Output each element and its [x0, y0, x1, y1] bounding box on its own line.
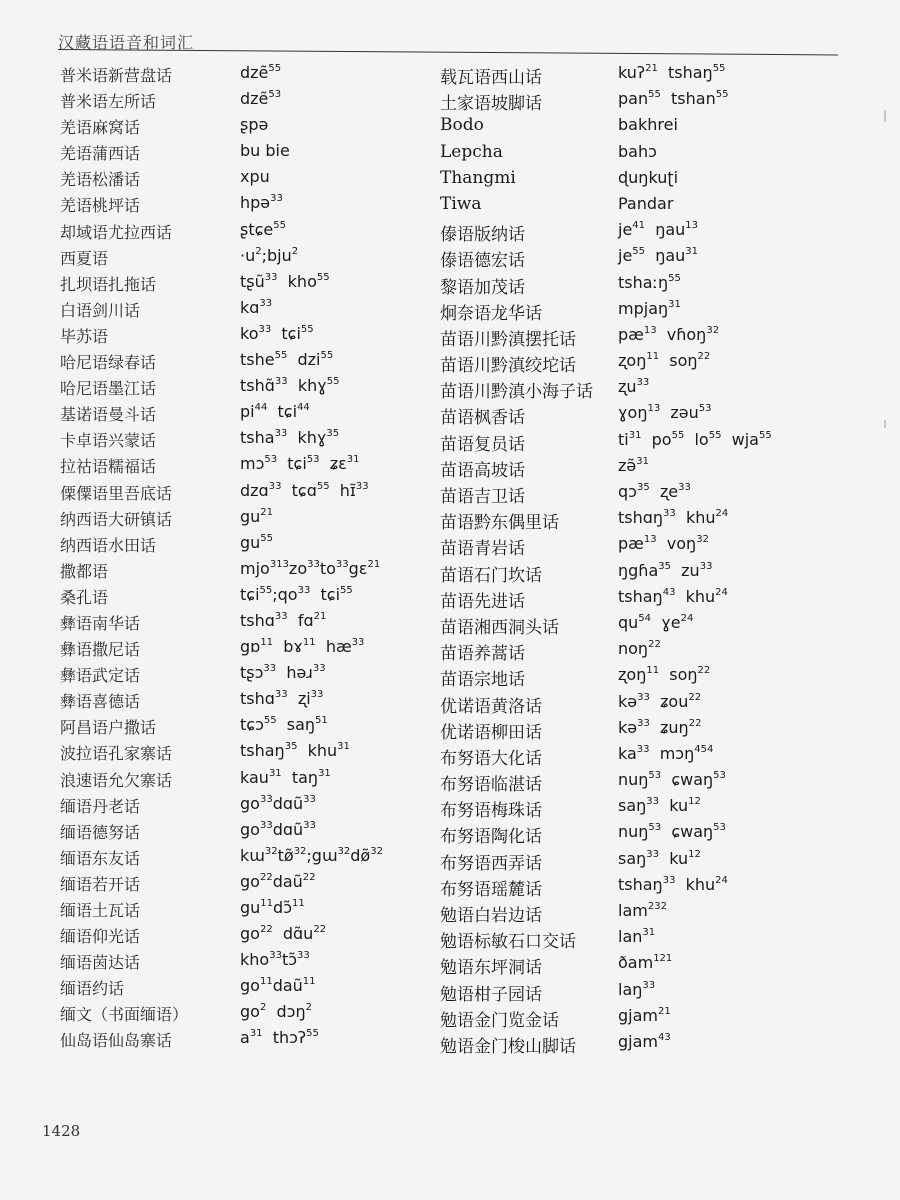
entry-row [60, 872, 440, 898]
margin-mark [884, 110, 886, 122]
phonetic-form: kau$^{31}$ taŋ$^{31}$ [240, 767, 331, 787]
dialect-name: 缅语茵达话 [60, 953, 141, 973]
phonetic-form: qɔ$^{35}$ ʐe$^{33}$ [618, 482, 691, 501]
dialect-name: 普米语新营盘话 [60, 66, 173, 85]
entry-row [440, 665, 840, 691]
phonetic-form: $go^{22}daũ^{22}$ [240, 871, 316, 891]
phonetic-form: gjam$^{21}$ [618, 1005, 671, 1025]
dialect-name: 勉语标敏石口交话 [440, 932, 576, 953]
entry-row [60, 193, 440, 219]
dialect-name: 桑孔语 [60, 587, 109, 607]
phonetic-form: tshɑ̃$^{33}$ khɣ$^{55}$ [240, 376, 340, 396]
dialect-name: 布努语临湛话 [440, 775, 542, 796]
phonetic-form: $je^{55}$ ŋau$^{31}$ [618, 246, 699, 266]
entry-row [60, 324, 440, 350]
entry-row [60, 768, 440, 794]
dialect-name: 彝语武定话 [60, 666, 141, 686]
dialect-name: 勉语金门梭山脚话 [440, 1036, 576, 1057]
entry-row [60, 350, 440, 376]
phonetic-form: gɒ$^{11}$ bɤ$^{11}$ $hæ^{33}$ [240, 637, 365, 657]
phonetic-form: kɑ$^{33}$ [240, 297, 273, 317]
entry-row [60, 559, 440, 585]
dialect-name: 苗语川黔滇绞坨话 [440, 356, 576, 377]
phonetic-form: $go^{11}daũ^{11}$ [240, 976, 316, 996]
dialect-name: 拉祜语糯福话 [60, 457, 157, 477]
phonetic-form: tshɑ$^{33}$ ʐi$^{33}$ [240, 689, 324, 709]
entry-row [60, 428, 440, 454]
phonetic-form: tʂɔ$^{33}$ həɹ$^{33}$ [240, 663, 326, 683]
entry-row [440, 220, 840, 246]
phonetic-form: tshaŋ$^{43}$ khu$^{24}$ [618, 586, 728, 606]
entry-row [440, 430, 840, 456]
entry-row [440, 718, 840, 744]
dialect-name: 苗语吉卫话 [440, 487, 525, 507]
phonetic-form: ʐoŋ$^{11}$ soŋ$^{22}$ [618, 665, 711, 685]
phonetic-form: mɔ$^{53}$ tɕi$^{53}$ ʑɛ$^{31}$ [240, 454, 360, 474]
entry-row [60, 794, 440, 820]
entry-row [60, 481, 440, 507]
entry-row [60, 220, 440, 246]
phonetic-form: tɕɔ$^{55}$ saŋ$^{51}$ [240, 715, 328, 735]
right-column [440, 63, 840, 1058]
phonetic-form: zə̃$^{31}$ [618, 455, 649, 475]
phonetic-form: tsha$^{33}$ khɣ$^{35}$ [240, 428, 340, 448]
dialect-name: 傣语德宏话 [440, 251, 525, 272]
dialect-name: Lepcha [440, 141, 503, 162]
dialect-name: 苗语枫香话 [440, 408, 525, 429]
phonetic-form: kə$^{33}$ ʑuŋ$^{22}$ [618, 717, 702, 737]
dialect-name: 布努语陶化话 [440, 827, 542, 848]
phonetic-form: dzẽ$^{53}$ [240, 89, 282, 109]
dialect-name: 缅语若开话 [60, 874, 141, 894]
entry-row [60, 89, 440, 115]
phonetic-form: ʂpə [240, 115, 269, 135]
dialect-name: 土家语坡脚话 [440, 94, 542, 115]
entry-row [440, 1006, 840, 1032]
phonetic-form: noŋ$^{22}$ [618, 639, 661, 659]
dialect-name: 优诺语黄洛话 [440, 696, 542, 717]
phonetic-form: $gu^{21}$ [240, 506, 274, 526]
entry-row [440, 63, 840, 89]
dialect-name: 炯奈语龙华话 [440, 303, 542, 324]
phonetic-form: tshɑŋ$^{33}$ khu$^{24}$ [618, 508, 729, 528]
entry-row [440, 482, 840, 508]
dialect-name: 苗语高坡话 [440, 460, 525, 481]
phonetic-form: $mjo^{313}zo^{33}to^{33}gɛ^{21}$ [240, 558, 381, 578]
entry-row [60, 741, 440, 767]
entry-row [440, 849, 840, 875]
entry-row [60, 950, 440, 976]
entry-row [440, 927, 840, 953]
entry-row [440, 613, 840, 639]
phonetic-form: pan$^{55}$ tshan$^{55}$ [618, 89, 729, 109]
phonetic-form: ʐoŋ$^{11}$ soŋ$^{22}$ [618, 351, 711, 371]
phonetic-form: $qu^{54}$ ɣe$^{24}$ [618, 612, 694, 632]
dialect-name: 彝语喜德话 [60, 692, 141, 712]
entry-row [60, 585, 440, 611]
entry-row [60, 976, 440, 1002]
entry-row [60, 846, 440, 872]
phonetic-form: ðam$^{121}$ [618, 953, 673, 973]
dialect-name: Bodo [440, 115, 484, 136]
dialect-name: 纳西语水田话 [60, 535, 157, 555]
phonetic-form: lam$^{232}$ [618, 901, 667, 920]
dialect-name: 布努语大化话 [440, 748, 542, 769]
phonetic-form: tshe$^{55}$ dzi$^{55}$ [240, 350, 334, 370]
dialect-name: 苗语宗地话 [440, 670, 525, 691]
entry-row [440, 325, 840, 351]
dialect-name: 勉语柑子园话 [440, 984, 542, 1005]
entry-row [60, 611, 440, 637]
entry-row [440, 639, 840, 665]
phonetic-form: nuŋ$^{53}$ ɕwaŋ$^{53}$ [618, 770, 726, 790]
dialect-name: 彝语撒尼话 [60, 640, 141, 660]
dialect-name: 缅语土瓦话 [60, 901, 141, 920]
dialect-name: 苗语先进话 [440, 591, 525, 612]
dialect-name: 卡卓语兴蒙话 [60, 431, 157, 451]
dialect-name: 苗语湘西洞头话 [440, 617, 559, 638]
entry-row [60, 167, 440, 193]
phonetic-form: $ko^{33}$ tɕi$^{55}$ [240, 323, 314, 343]
entry-row [440, 115, 840, 141]
dialect-name: 载瓦语西山话 [440, 68, 542, 88]
phonetic-form: $\cdot u^2;bju^2$ [240, 245, 299, 265]
phonetic-form: xpu [240, 167, 270, 187]
phonetic-form: $pæ^{13}$ voŋ$^{32}$ [618, 534, 709, 554]
phonetic-form: $go^2$ dɔŋ$^2$ [240, 1002, 312, 1022]
left-column [60, 63, 440, 1055]
dialect-name: 苗语青岩话 [440, 539, 525, 560]
dialect-name: 羌语麻窝话 [60, 118, 141, 138]
phonetic-form: saŋ$^{33}$ $ku^{12}$ [618, 848, 701, 868]
entry-row [440, 901, 840, 927]
dialect-name: 傣语版纳话 [440, 225, 525, 246]
dialect-name: 却域语尤拉西话 [60, 222, 173, 242]
entry-row [440, 796, 840, 822]
dialect-name: 白语剑川话 [60, 300, 141, 320]
entry-row [60, 376, 440, 402]
entry-row [60, 924, 440, 950]
dialect-name: 苗语石门坎话 [440, 565, 542, 586]
entry-row [440, 299, 840, 325]
entry-row [440, 692, 840, 718]
entry-row [60, 507, 440, 533]
phonetic-form: bakhrei [618, 115, 678, 135]
phonetic-form: ʐu$^{33}$ [618, 377, 650, 397]
dialect-name: 勉语东坪洞话 [440, 958, 542, 979]
phonetic-form: tʂũ$^{33}$ kho$^{55}$ [240, 271, 330, 291]
dialect-name: 缅语东友话 [60, 848, 141, 868]
dialect-name: 黎语加茂话 [440, 277, 525, 298]
dialect-name: 缅语仰光话 [60, 927, 141, 947]
entry-row [440, 168, 840, 194]
dialect-name: Tiwa [440, 193, 482, 214]
entry-row [60, 63, 440, 89]
entry-row [60, 298, 440, 324]
entry-row [440, 508, 840, 534]
entry-row [60, 1002, 440, 1028]
entry-row [440, 377, 840, 403]
entry-row [440, 587, 840, 613]
phonetic-form: hpə$^{33}$ [240, 193, 283, 213]
dialect-name: 苗语川黔滇摆托话 [440, 329, 576, 350]
phonetic-form: lan$^{31}$ [618, 927, 656, 947]
phonetic-form: $je^{41}$ ŋau$^{13}$ [618, 220, 699, 240]
phonetic-form: kho$^{33}$tɔ̃$^{33}$ [240, 950, 310, 970]
entry-row [60, 715, 440, 741]
dialect-name: 缅文（书面缅语） [60, 1005, 189, 1025]
entry-row [440, 89, 840, 115]
entry-row [440, 953, 840, 979]
entry-row [440, 403, 840, 429]
entry-row [60, 663, 440, 689]
entry-row [60, 898, 440, 924]
dialect-name: 基诺语曼斗话 [60, 405, 157, 425]
entry-row [440, 770, 840, 796]
dialect-name: 布努语梅珠话 [440, 801, 542, 822]
dialect-name: 普米语左所话 [60, 92, 157, 112]
dialect-name: 浪速语允欠寨话 [60, 770, 173, 790]
phonetic-form: $ka^{33}$ mɔŋ$^{454}$ [618, 743, 714, 763]
dialect-name: 优诺语柳田话 [440, 722, 542, 743]
header-title: 汉藏语语音和词汇 [58, 33, 195, 52]
dialect-name: 勉语金门览金话 [440, 1010, 559, 1031]
phonetic-form: bahɔ [618, 141, 657, 161]
entry-row [440, 142, 840, 168]
phonetic-form: kɯ$^{32}$tø̃$^{32}$;gɯ$^{32}$dø̃$^{32}$ [240, 845, 383, 865]
dialect-name: 哈尼语绿春话 [60, 353, 157, 373]
entry-row [440, 456, 840, 482]
dialect-name: 勉语白岩边话 [440, 906, 542, 926]
running-header [58, 30, 848, 50]
phonetic-form: $pæ^{13}$ vɦoŋ$^{32}$ [618, 324, 720, 344]
phonetic-form: kə$^{33}$ ʑou$^{22}$ [618, 691, 702, 711]
phonetic-form: bu bie [240, 141, 290, 161]
entry-row [60, 1028, 440, 1054]
phonetic-form: tshɑ$^{33}$ fɑ$^{21}$ [240, 610, 327, 630]
phonetic-form: tshaŋ$^{33}$ khu$^{24}$ [618, 874, 728, 894]
dialect-name: Thangmi [440, 167, 516, 188]
dialect-name: 苗语复员话 [440, 434, 525, 455]
entry-row [440, 534, 840, 560]
phonetic-form: Pandar [618, 193, 674, 213]
entry-row [440, 273, 840, 299]
entry-row [440, 744, 840, 770]
dialect-name: 羌语松潘话 [60, 170, 141, 190]
dialect-name: 苗语养蒿话 [440, 644, 525, 665]
phonetic-form: $tɕi^{55};qo^{33}$ tɕi$^{55}$ [240, 584, 353, 604]
phonetic-form: $ti^{31}$ $po^{55}$ $lo^{55}$ wja$^{55}$ [618, 429, 772, 449]
dialect-name: 撒都语 [60, 561, 109, 581]
phonetic-form: laŋ$^{33}$ [618, 979, 656, 999]
phonetic-form: $gu^{11}dɔ̃^{11}$ [240, 898, 305, 917]
dialect-name: 布努语瑶麓话 [440, 879, 542, 900]
entry-row [440, 1032, 840, 1058]
phonetic-form: saŋ$^{33}$ $ku^{12}$ [618, 796, 701, 816]
dialect-name: 缅语德努话 [60, 822, 141, 842]
phonetic-form: ʂtɕe$^{55}$ [240, 219, 286, 239]
dialect-name: 扎坝语扎拖话 [60, 274, 157, 294]
dialect-name: 缅语丹老话 [60, 796, 141, 816]
phonetic-form: $pi^{44}$ tɕi$^{44}$ [240, 402, 310, 422]
dialect-name: 布努语西弄话 [440, 853, 542, 874]
entry-row [440, 561, 840, 587]
dialect-name: 哈尼语墨江话 [60, 379, 157, 399]
entry-row [60, 533, 440, 559]
dialect-name: 毕苏语 [60, 326, 109, 346]
dialect-name: 纳西语大研镇话 [60, 509, 173, 529]
phonetic-form: nuŋ$^{53}$ ɕwaŋ$^{53}$ [618, 822, 726, 842]
phonetic-form: dzɑ$^{33}$ tɕɑ$^{55}$ hɪ̃$^{33}$ [240, 480, 369, 500]
entry-row [60, 637, 440, 663]
phonetic-form: $a^{31}$ thɔʔ$^{55}$ [240, 1028, 319, 1048]
entry-row [440, 875, 840, 901]
phonetic-form: tshaːŋ$^{55}$ [618, 272, 681, 292]
phonetic-form: $go^{22}$ $dɑ̃u^{22}$ [240, 924, 327, 944]
phonetic-form: mpjaŋ$^{31}$ [618, 298, 681, 318]
entry-row [60, 141, 440, 167]
phonetic-form: ɖuŋkuʈi [618, 167, 679, 187]
entry-row [60, 272, 440, 298]
phonetic-form: kuʔ$^{21}$ tshaŋ$^{55}$ [618, 63, 726, 82]
entry-row [440, 980, 840, 1006]
dialect-name: 傈僳语里吾底话 [60, 483, 173, 503]
entry-row [440, 246, 840, 272]
entry-row [60, 246, 440, 272]
entry-row [60, 454, 440, 480]
dialect-name: 苗语黔东偶里话 [440, 513, 559, 534]
entry-row [440, 194, 840, 220]
phonetic-form: gjam$^{43}$ [618, 1031, 671, 1051]
phonetic-form: ŋgɦa$^{35}$ $zu^{33}$ [618, 560, 713, 580]
dialect-name: 西夏语 [60, 248, 109, 268]
phonetic-form: $go^{33}dɑũ^{33}$ [240, 793, 316, 813]
entry-row [60, 402, 440, 428]
dialect-name: 羌语蒲西话 [60, 144, 141, 164]
entry-row [440, 822, 840, 848]
entry-row [60, 820, 440, 846]
entry-row [440, 351, 840, 377]
phonetic-form: $gu^{55}$ [240, 532, 274, 552]
page-number: 1428 [42, 1122, 81, 1140]
entry-row [60, 115, 440, 141]
dialect-name: 仙岛语仙岛寨话 [60, 1031, 173, 1051]
dialect-name: 彝语南华话 [60, 613, 141, 633]
phonetic-form: tshaŋ$^{35}$ khu$^{31}$ [240, 741, 350, 761]
dialect-name: 苗语川黔滇小海子话 [440, 382, 593, 403]
margin-mark [884, 420, 886, 428]
dialect-name: 羌语桃坪话 [60, 196, 141, 216]
dialect-name: 阿昌语户撒话 [60, 718, 157, 738]
phonetic-form: dzẽ$^{55}$ [240, 63, 282, 82]
phonetic-form: $go^{33}dɑũ^{33}$ [240, 819, 316, 839]
entry-row [60, 689, 440, 715]
dialect-name: 缅语约话 [60, 979, 125, 999]
phonetic-form: ɣoŋ$^{13}$ zəu$^{53}$ [618, 403, 712, 423]
dialect-name: 波拉语孔家寨话 [60, 744, 173, 764]
